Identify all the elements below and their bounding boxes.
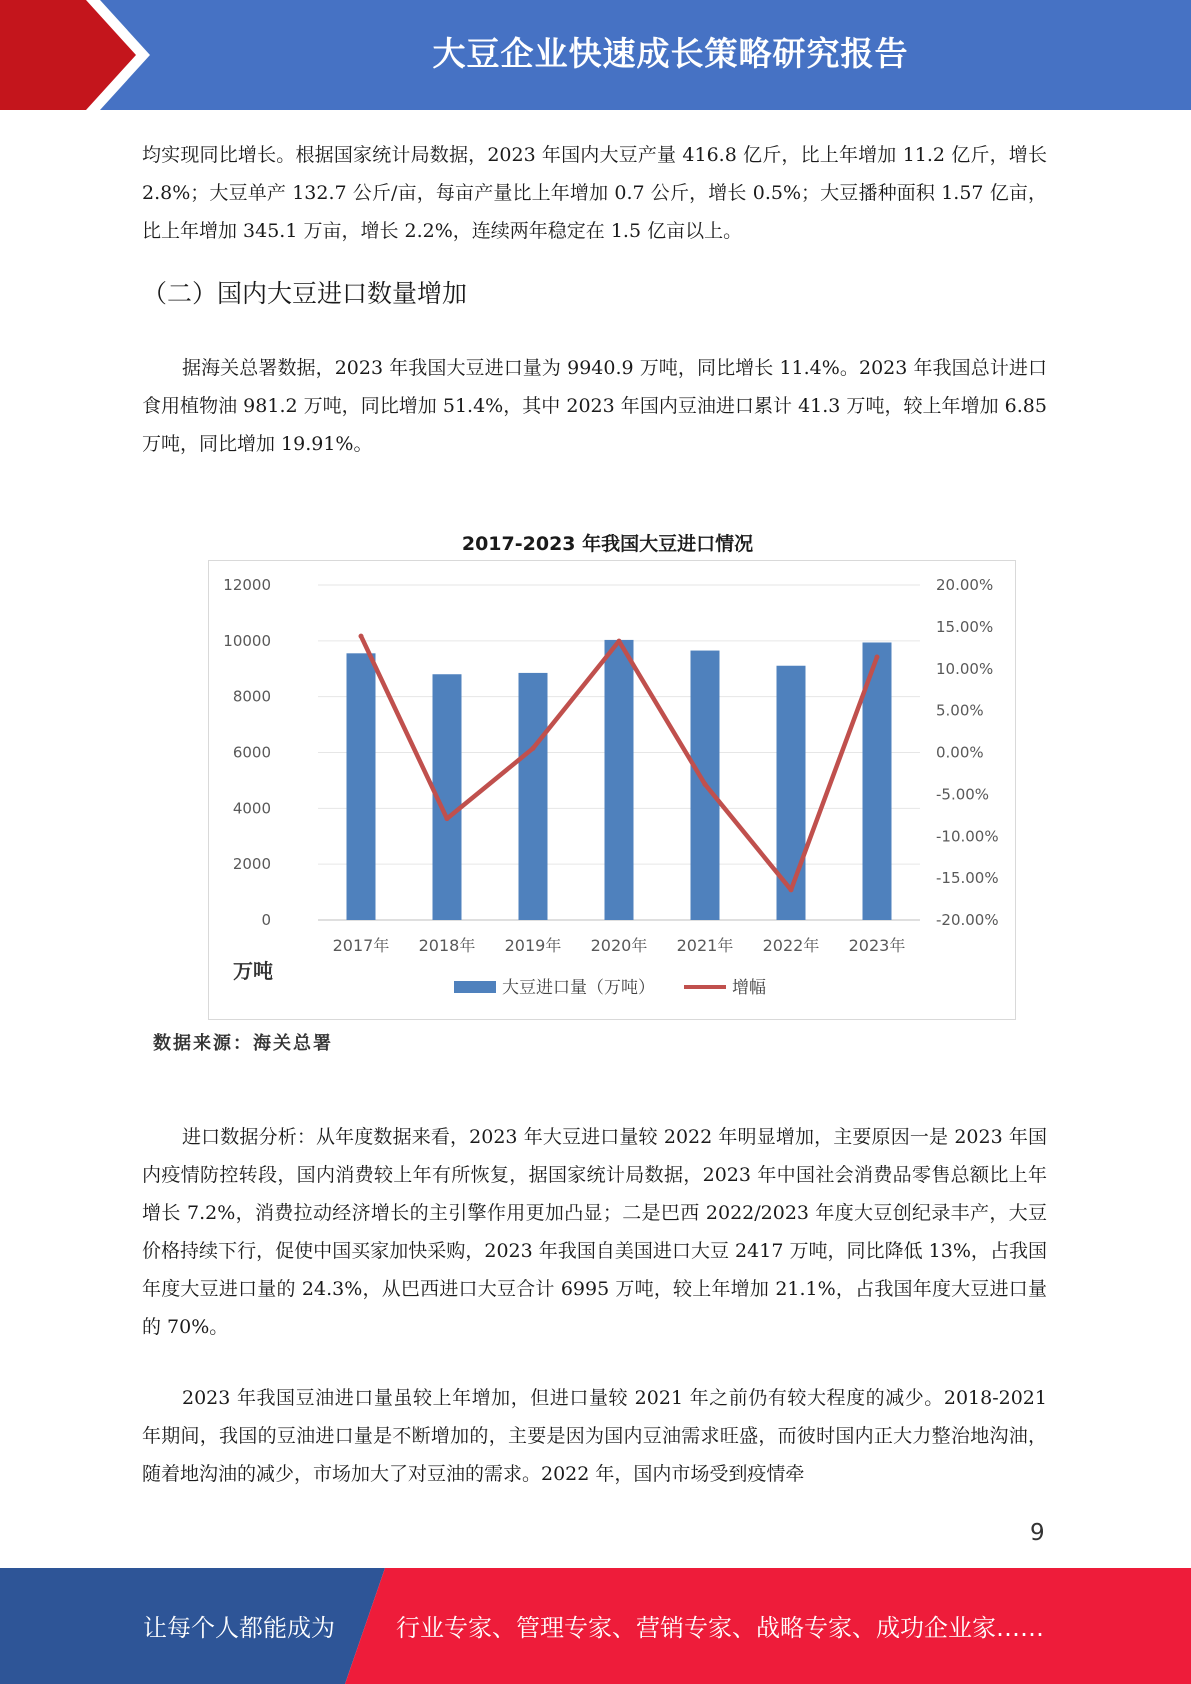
y-tick-label: 0: [261, 911, 271, 929]
report-title: 大豆企业快速成长策略研究报告: [432, 34, 909, 73]
page-header: [0, 0, 1191, 110]
chart-title: 2017-2023 年我国大豆进口情况: [461, 533, 754, 555]
y2-tick-label: 10.00%: [936, 659, 994, 678]
growth-rate-point: [703, 782, 708, 787]
x-tick-label: 2021年: [676, 936, 734, 955]
growth-rate-point: [359, 634, 364, 639]
y-tick-label: 12000: [223, 576, 271, 594]
y2-tick-label: -10.00%: [936, 827, 999, 846]
y-tick-label: 10000: [223, 631, 271, 650]
paragraph-soybean-production: 均实现同比增长。根据国家统计局数据，2023 年国内大豆产量 416.8 亿斤，比上年增加 11.2 亿斤，增长 2.8%；大豆单产 132.7 公斤/亩，每亩产量比上年增加 0.7 公斤，增长 0.5%；大豆播种面积 1.57 亿亩，比上年增加 345.1 万亩，增长 2.2%，连续两年稳定在 1.5 亿亩以上。: [142, 144, 1047, 242]
y-tick-label: 4000: [232, 799, 271, 818]
paragraph-soybean-oil: 2023 年我国豆油进口量虽较上年增加，但进口量较 2021 年之前仍有较大程度的减少。2018-2021 年期间，我国的豆油进口量是不断增加的，主要是因为国内豆油需求旺盛，而彼时国内正大力整治地沟油，随着地沟油的减少，市场加大了对豆油的需求。2022 年，国内市场受到疫情牵: [142, 1387, 1047, 1485]
paragraph-import-volume: 据海关总署数据，2023 年我国大豆进口量为 9940.9 万吨，同比增长 11.4%。2023 年我国总计进口食用植物油 981.2 万吨，同比增加 51.4%，其中 2023 年国内豆油进口累计 41.3 万吨，较上年增加 6.85 万吨，同比增加 19.91%。: [142, 357, 1047, 455]
y-tick-label: 2000: [232, 855, 271, 874]
x-tick-label: 2019年: [504, 936, 562, 955]
section-title: （二）国内大豆进口数量增加: [142, 279, 468, 308]
y2-tick-label: -15.00%: [936, 869, 999, 888]
y-axis-unit: 万吨: [233, 959, 273, 983]
x-tick-label: 2018年: [418, 936, 476, 955]
y2-tick-label: -5.00%: [936, 785, 990, 804]
legend-label-bar: 大豆进口量（万吨）: [502, 978, 655, 998]
y2-tick-label: 0.00%: [936, 743, 984, 762]
chart-source: 数据来源：海关总署: [153, 1033, 333, 1054]
import-volume-bar: [777, 666, 806, 920]
growth-rate-point: [531, 746, 536, 751]
growth-rate-point: [617, 639, 622, 644]
import-volume-bar: [605, 640, 634, 920]
x-tick-label: 2017年: [332, 936, 390, 955]
x-tick-label: 2020年: [590, 936, 648, 955]
y2-tick-label: 5.00%: [936, 701, 984, 720]
x-tick-label: 2022年: [762, 936, 820, 955]
y-tick-label: 6000: [232, 743, 271, 762]
x-tick-label: 2023年: [848, 936, 906, 955]
legend-label-line: 增幅: [732, 978, 766, 998]
y2-tick-label: 15.00%: [936, 617, 994, 636]
page-footer: [0, 1568, 1191, 1684]
page-number: 9: [1030, 1520, 1045, 1546]
legend-swatch-bar: [454, 981, 496, 993]
y2-tick-label: -20.00%: [936, 911, 999, 929]
footer-slogan-left: 让每个人都能成为: [143, 1614, 335, 1642]
paragraph-import-analysis: 进口数据分析：从年度数据来看，2023 年大豆进口量较 2022 年明显增加，主要原因一是 2023 年国内疫情防控转段，国内消费较上年有所恢复，据国家统计局数据，2023 年中国社会消费品零售总额比上年增长 7.2%，消费拉动经济增长的主引擎作用更加凸显；二是巴西 2022/2023 年度大豆创纪录丰产，大豆价格持续下行，促使中国买家加快采购，2023 年我国自美国进口大豆 2417 万吨，同比降低 13%，占我国年度大豆进口量的 24.3%，从巴西进口大豆合计 6995 万吨，较上年增加 21.1%，占我国年度大豆进口量的 70%。: [142, 1126, 1047, 1338]
growth-rate-point: [445, 816, 450, 821]
footer-slogan-right: 行业专家、管理专家、营销专家、战略专家、成功企业家……: [396, 1614, 1044, 1642]
import-volume-bar: [519, 673, 548, 920]
y-tick-label: 8000: [232, 687, 271, 706]
import-volume-bar: [347, 653, 376, 920]
growth-rate-point: [789, 887, 794, 892]
y2-tick-label: 20.00%: [936, 576, 994, 594]
soybean-import-chart: [208, 560, 1016, 1020]
growth-rate-point: [875, 655, 880, 660]
